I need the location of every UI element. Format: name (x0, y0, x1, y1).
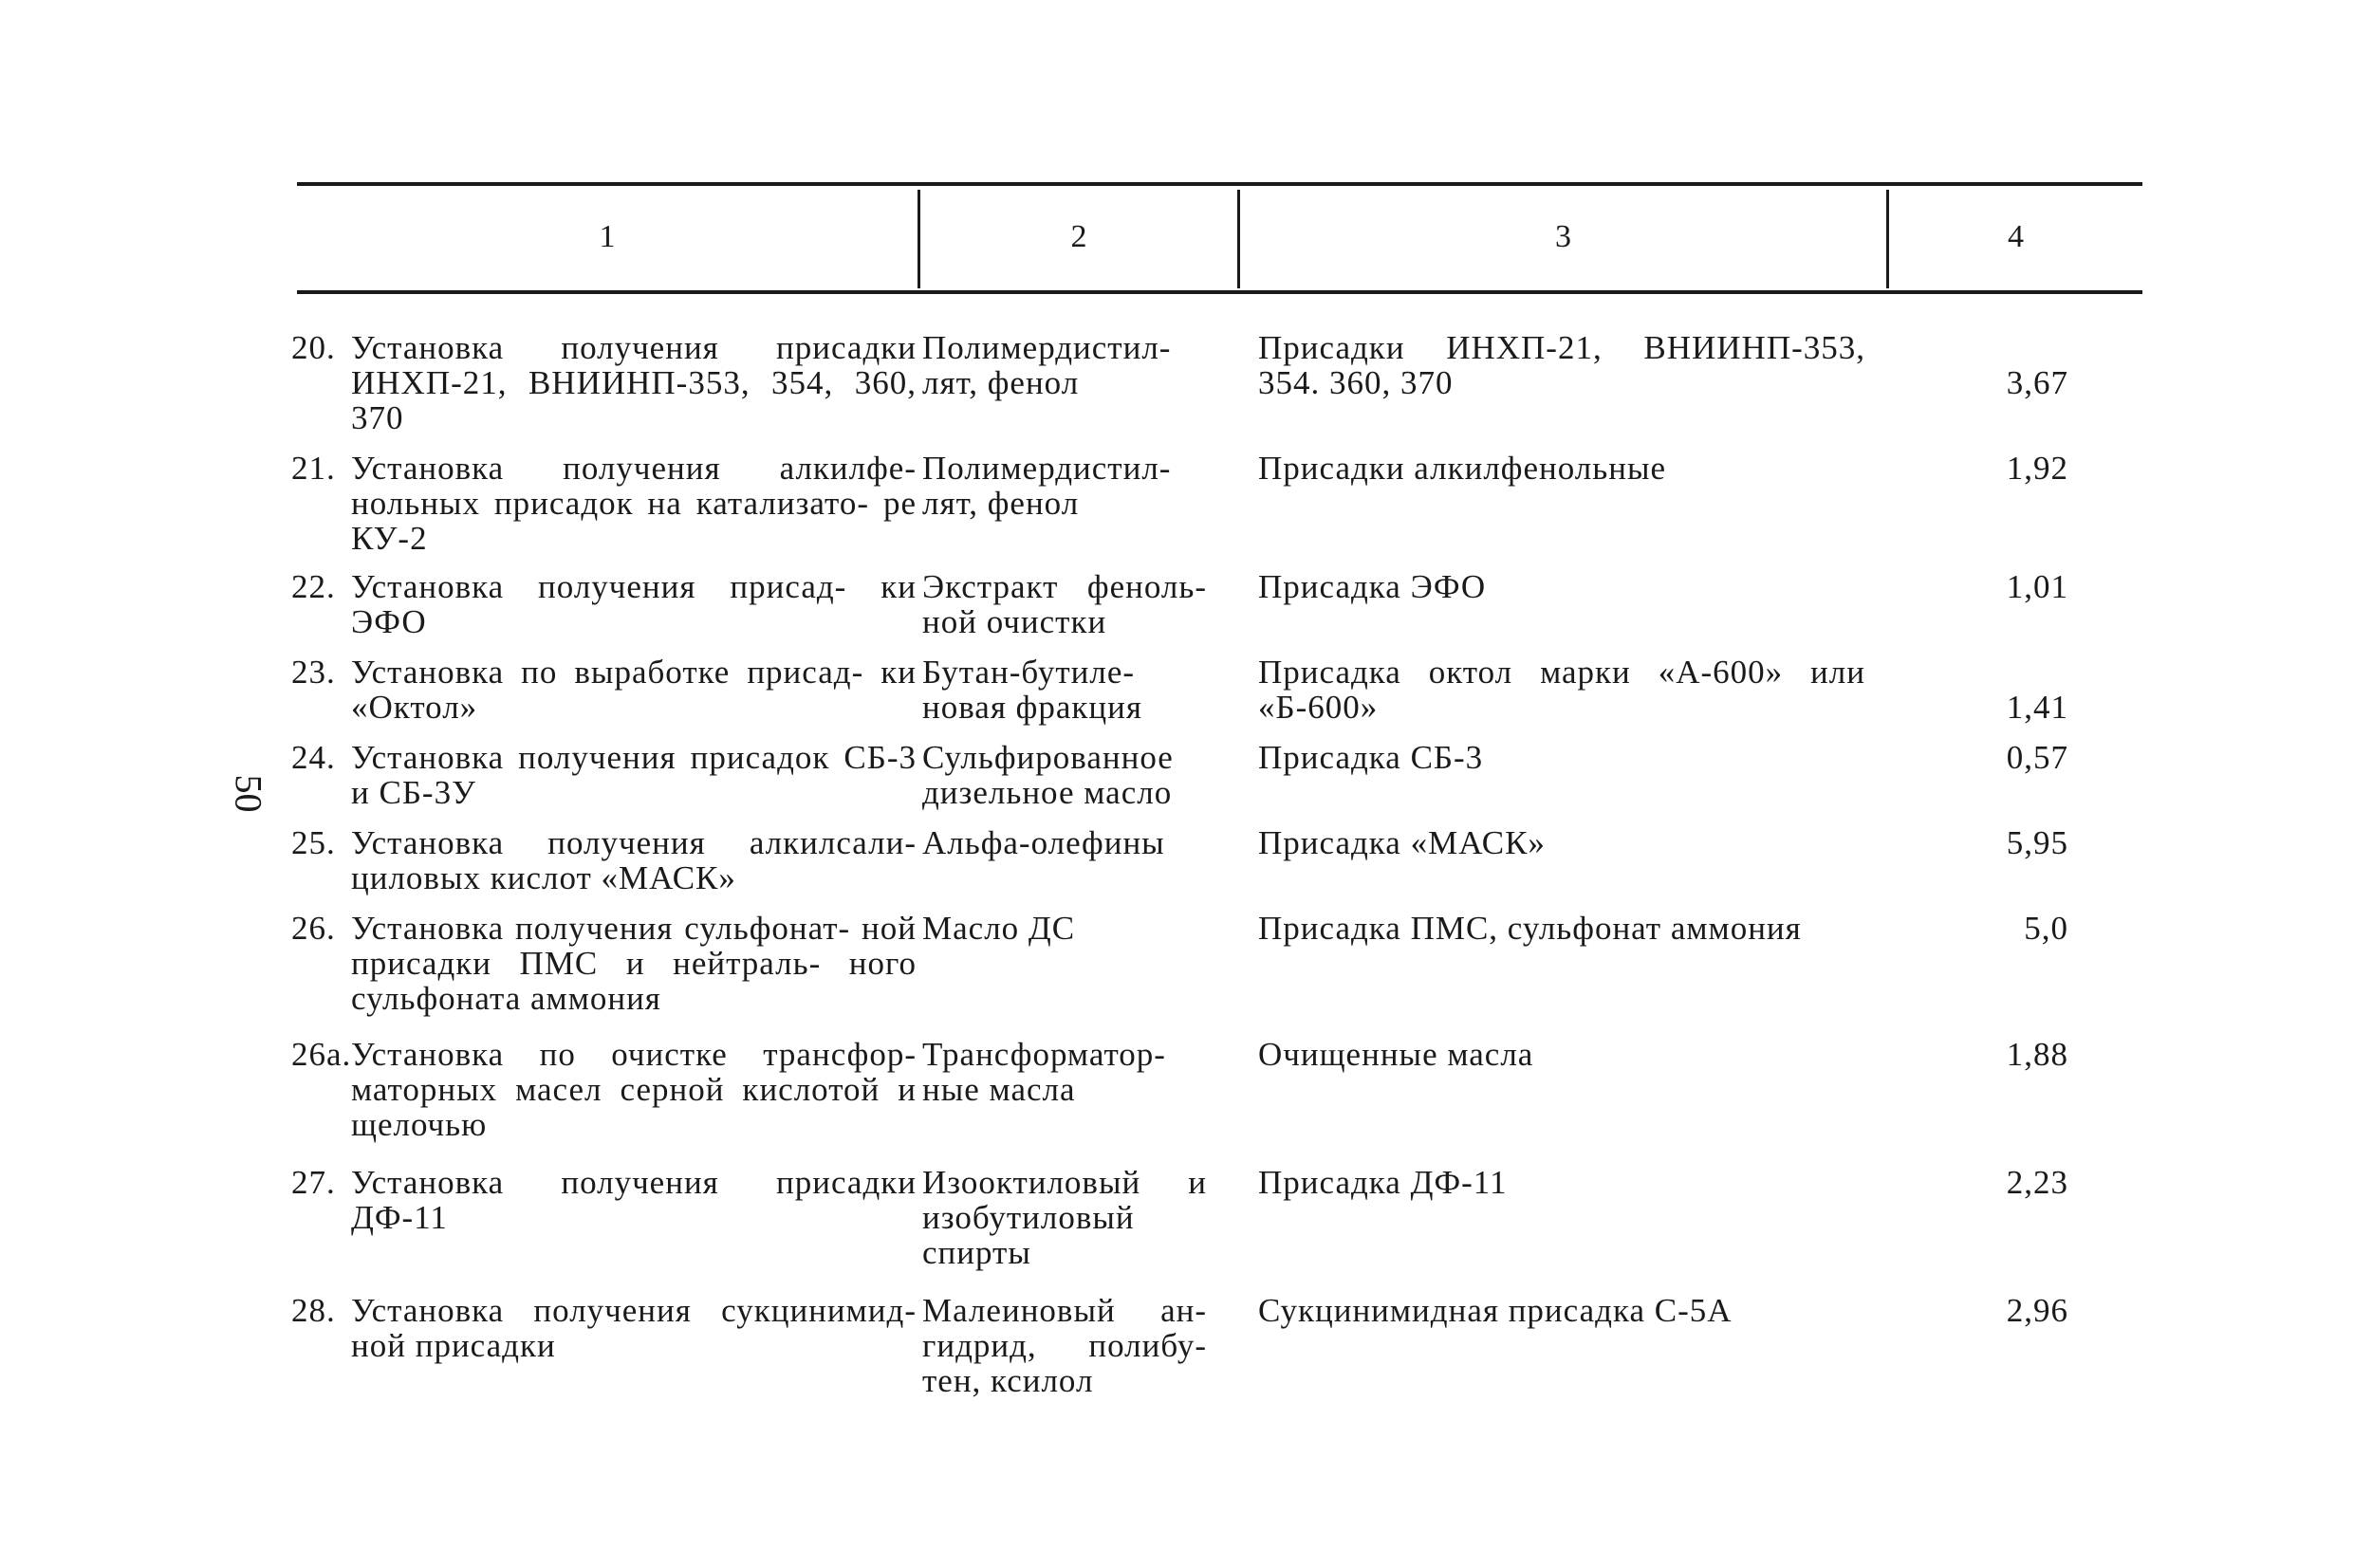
value: 3,67 (2006, 364, 2068, 401)
column-header-4: 4 (2008, 219, 2024, 254)
table-top-rule (297, 182, 2142, 186)
installation-name: Установка получения сукцинимид- ной присадки (351, 1292, 917, 1364)
product: Присадки ИНХП-21, ВНИИНП-353, 354. 360, 370 (1258, 329, 1865, 401)
product: Присадка ЭФО (1258, 568, 1487, 605)
product: Очищенные масла (1258, 1036, 1534, 1073)
raw-material: Малеиновый ан- гидрид, полибу- тен, ксилол (922, 1292, 1207, 1399)
product: Присадки алкилфенольные (1258, 450, 1666, 487)
value: 0,57 (2006, 739, 2068, 776)
installation-name: Установка получения алкилфе- нольных присадок на катализато- ре КУ-2 (351, 450, 917, 557)
row-number: 26а. (291, 1036, 352, 1073)
raw-material: Экстракт феноль- ной очистки (922, 568, 1207, 640)
raw-material: Изооктиловый и изобутиловый спирты (922, 1164, 1207, 1271)
installation-name: Установка получения присадки ИНХП-21, ВНИИНП-353, 354, 360, 370 (351, 329, 917, 436)
product: Присадка октол марки «А-600» или «Б-600» (1258, 654, 1865, 726)
value: 5,95 (2006, 824, 2068, 861)
row-number: 22. (291, 568, 336, 605)
product: Присадка ПМС, сульфонат аммония (1258, 910, 1802, 947)
raw-material: Трансформатор- ные масла (922, 1036, 1166, 1108)
raw-material: Бутан-бутиле- новая фракция (922, 654, 1142, 726)
product: Присадка ДФ-11 (1258, 1164, 1508, 1201)
installation-name: Установка получения сульфонат- ной присадки ПМС и нейтраль- ного сульфоната аммония (351, 910, 917, 1017)
row-number: 26. (291, 910, 336, 947)
installation-name: Установка по выработке присад- ки «Октол» (351, 654, 917, 726)
row-number: 20. (291, 329, 336, 366)
column-header-2: 2 (1070, 219, 1087, 254)
raw-material: Полимердистил- лят, фенол (922, 329, 1172, 401)
installation-name: Установка получения присадки ДФ-11 (351, 1164, 917, 1236)
raw-material: Масло ДС (922, 910, 1076, 947)
value: 1,41 (2006, 689, 2068, 726)
installation-name: Установка получения алкилсали- циловых кислот «МАСК» (351, 824, 917, 896)
column-header-1: 1 (599, 219, 616, 254)
value: 1,92 (2006, 450, 2068, 487)
page-number: 50 (227, 774, 270, 813)
raw-material: Альфа-олефины (922, 824, 1165, 861)
column-header-3: 3 (1555, 219, 1571, 254)
value: 2,96 (2006, 1292, 2068, 1329)
installation-name: Установка по очистке трансфор- маторных масел серной кислотой и щелочью (351, 1036, 917, 1143)
installation-name: Установка получения присад- ки ЭФО (351, 568, 917, 640)
product: Сукцинимидная присадка С-5А (1258, 1292, 1733, 1329)
row-number: 24. (291, 739, 336, 776)
row-number: 27. (291, 1164, 336, 1201)
row-number: 28. (291, 1292, 336, 1329)
value: 5,0 (2024, 910, 2068, 947)
raw-material: Сульфированное дизельное масло (922, 739, 1174, 811)
row-number: 25. (291, 824, 336, 861)
value: 1,88 (2006, 1036, 2068, 1073)
installation-name: Установка получения присадок СБ-3 и СБ-3У (351, 739, 917, 811)
value: 2,23 (2006, 1164, 2068, 1201)
value: 1,01 (2006, 568, 2068, 605)
row-number: 23. (291, 654, 336, 691)
raw-material: Полимердистил- лят, фенол (922, 450, 1172, 522)
product: Присадка «МАСК» (1258, 824, 1546, 861)
table-header-rule (297, 290, 2142, 294)
row-number: 21. (291, 450, 336, 487)
product: Присадка СБ-3 (1258, 739, 1484, 776)
